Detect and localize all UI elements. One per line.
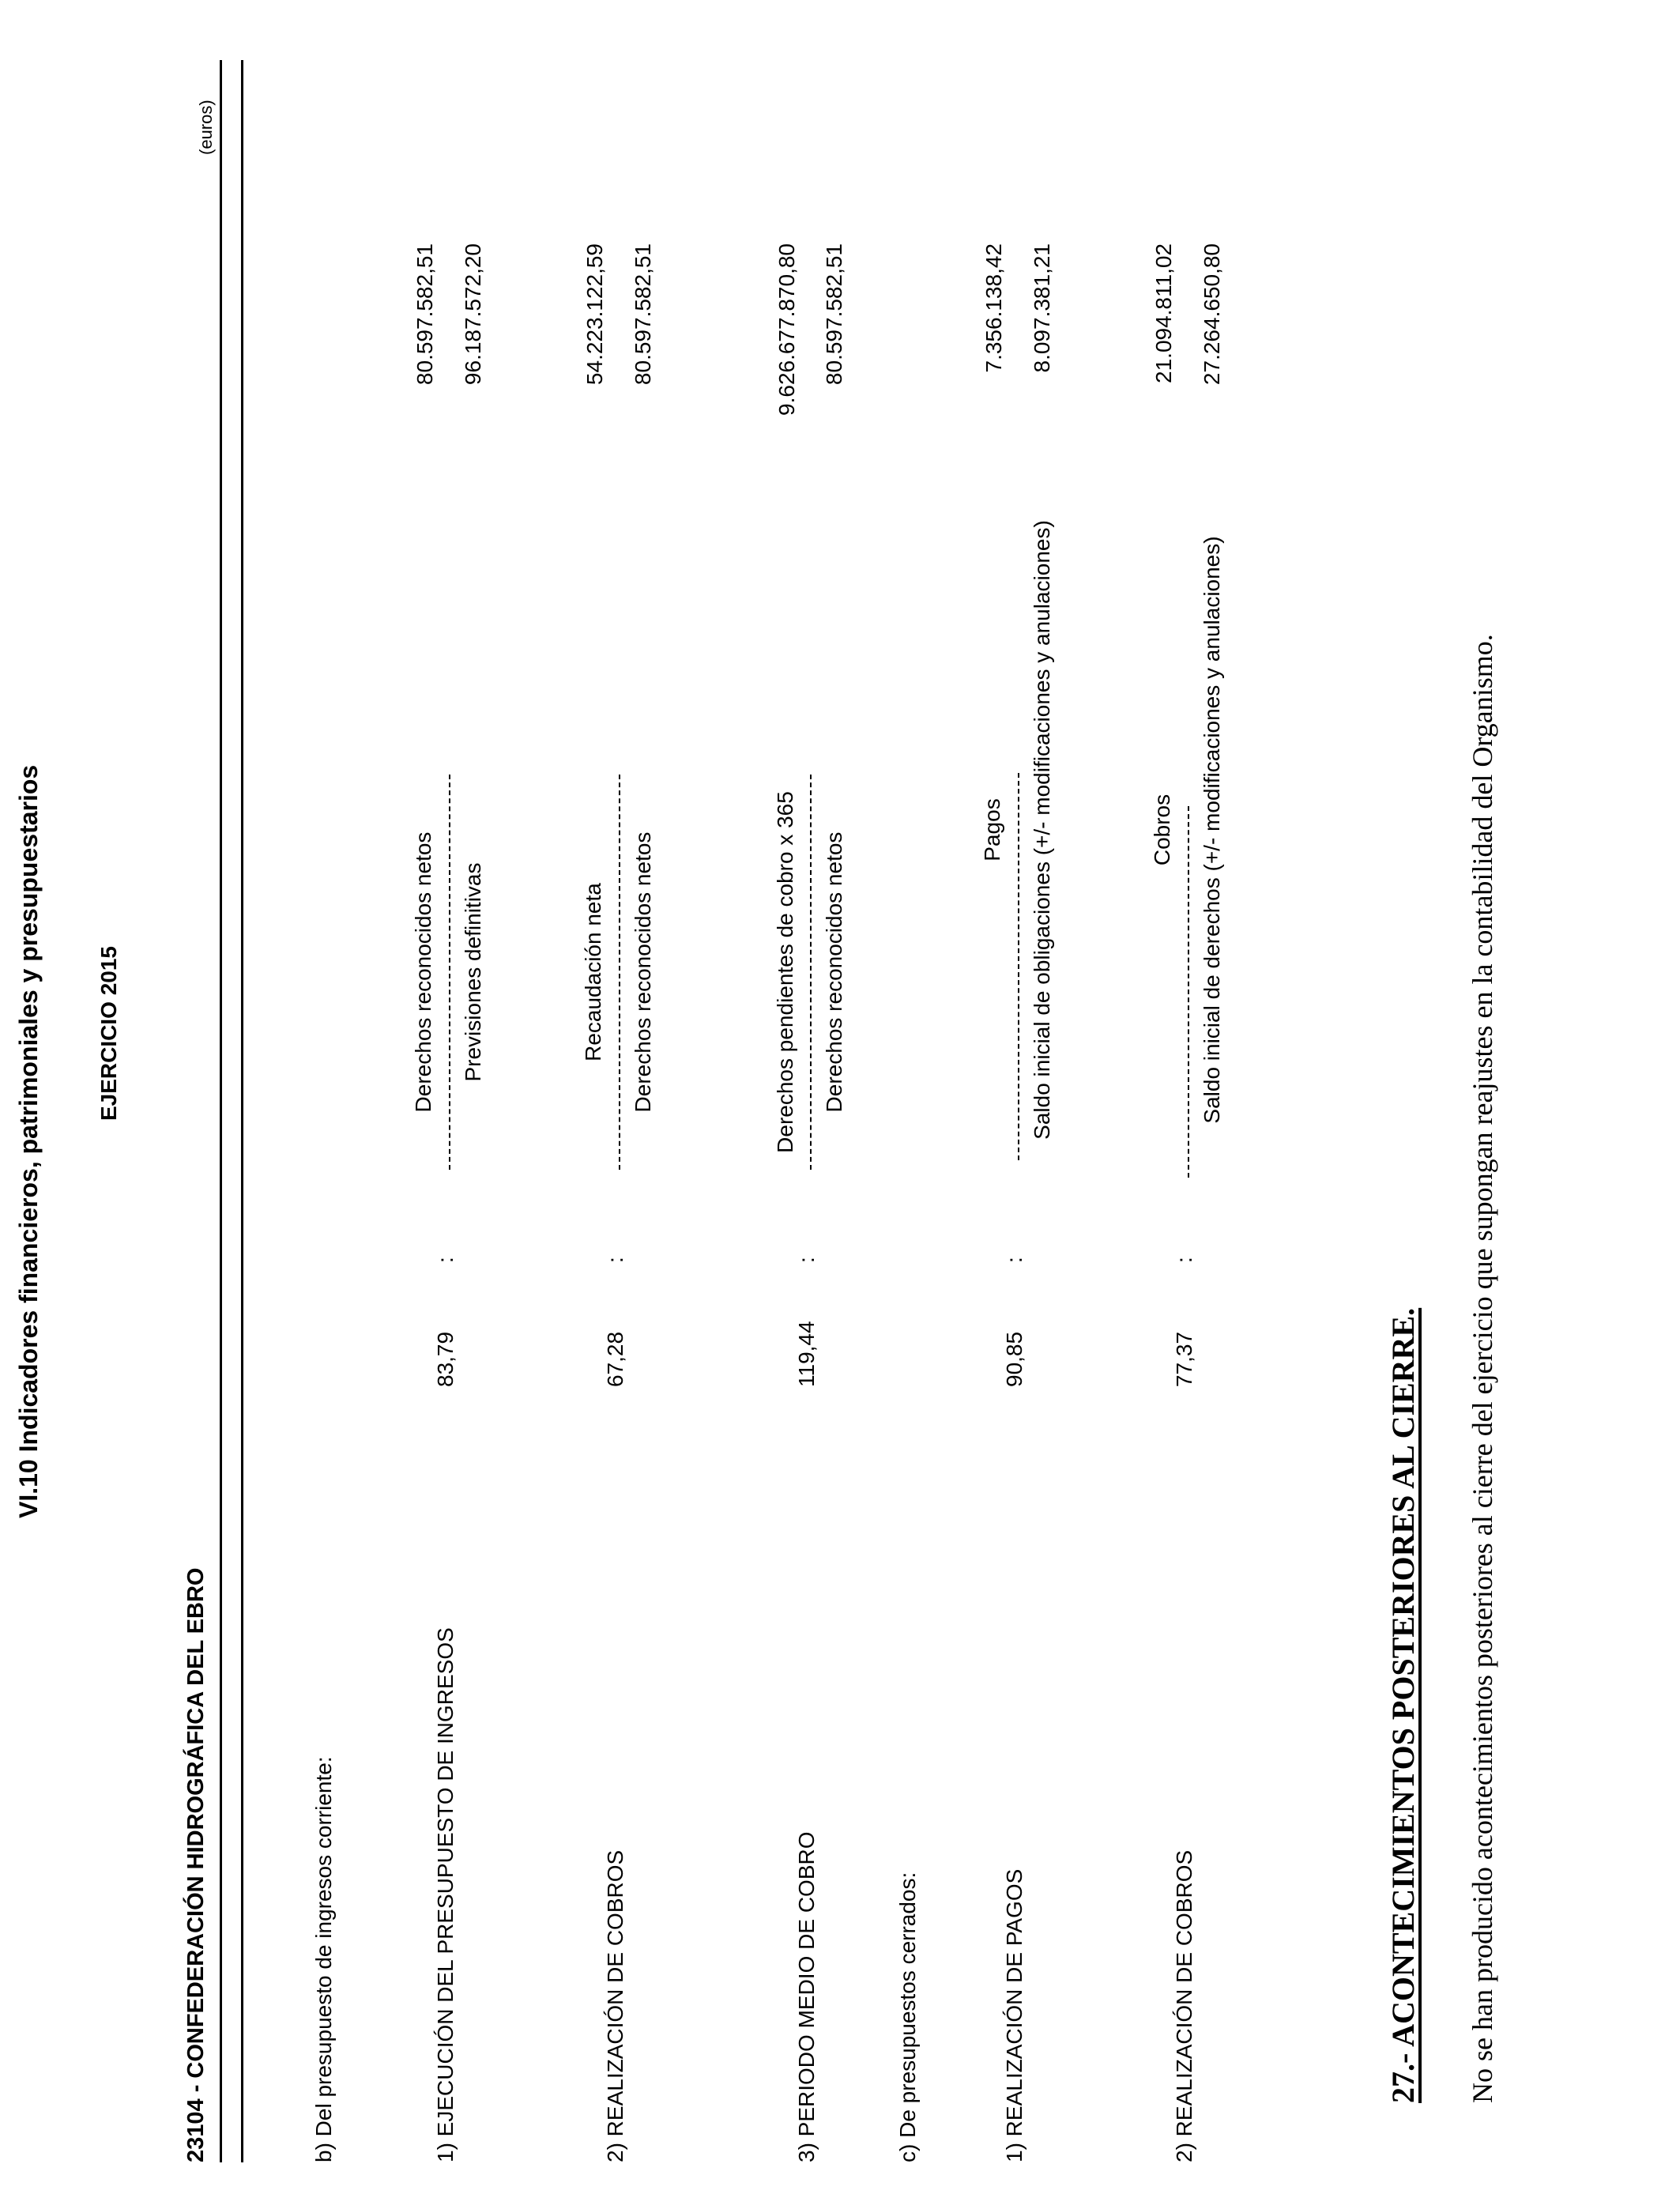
indicator-value: 83,79: [433, 1331, 458, 1387]
units-label: (euros): [196, 100, 216, 155]
indicator-value: 90,85: [1002, 1331, 1026, 1387]
fraction-denominator: Saldo inicial de derechos (+/- modificaciones y anulaciones): [1200, 536, 1224, 1124]
denominator-amount: 80.597.582,51: [631, 243, 655, 386]
numerator-amount: 80.597.582,51: [412, 243, 437, 386]
denominator-amount: 96.187.572,20: [461, 243, 485, 386]
fraction-line: [619, 775, 620, 1170]
indicator-label: 2) REALIZACIÓN DE COBROS: [1172, 1849, 1196, 2162]
top-rule: [220, 60, 222, 2162]
numerator-amount: 21.094.811,02: [1151, 243, 1176, 383]
numerator-amount: 54.223.122,59: [582, 243, 607, 386]
section-title: 27.- ACONTECIMIENTOS POSTERIORES AL CIERRE.: [1385, 1307, 1421, 2103]
fraction-numerator: Pagos: [980, 798, 1004, 861]
fraction-denominator: Previsiones definitivas: [461, 862, 485, 1082]
numerator-amount: 9.626.677.870,80: [774, 243, 799, 416]
fraction-denominator: Derechos reconocidos netos: [631, 831, 655, 1113]
fraction-line: [1188, 806, 1189, 1178]
exercise-year: EJERCICIO 2015: [96, 946, 121, 1121]
fraction-line: [1018, 773, 1019, 1160]
indicator-label: 3) PERIODO MEDIO DE COBRO: [794, 1831, 819, 2162]
indicator-label: 1) REALIZACIÓN DE PAGOS: [1002, 1868, 1026, 2162]
fraction-line: [449, 775, 450, 1170]
section-heading-cerrados: c) De presupuestos cerrados:: [895, 1872, 920, 2162]
colon: :: [1172, 1257, 1196, 1263]
denominator-amount: 8.097.381,21: [1030, 243, 1054, 373]
section-paragraph: No se han producido acontecimientos posteriores al cierre del ejercicio que supongan reajustes en la contabilidad del Organismo.: [1467, 634, 1498, 2103]
page-title: VI.10 Indicadores financieros, patrimoniales y presupuestarios: [14, 764, 43, 1518]
colon: :: [1002, 1257, 1026, 1263]
denominator-amount: 27.264.650,80: [1200, 243, 1224, 386]
denominator-amount: 80.597.582,51: [822, 243, 846, 386]
fraction-numerator: Cobros: [1150, 794, 1174, 866]
numerator-amount: 7.356.138,42: [981, 243, 1006, 373]
colon: :: [603, 1257, 627, 1263]
fraction-numerator: Derechos reconocidos netos: [411, 831, 435, 1113]
colon: :: [794, 1257, 819, 1263]
indicator-label: 2) REALIZACIÓN DE COBROS: [603, 1849, 627, 2162]
fraction-numerator: Recaudación neta: [581, 883, 605, 1061]
fraction-denominator: Saldo inicial de obligaciones (+/- modificaciones y anulaciones): [1030, 520, 1054, 1140]
fraction-denominator: Derechos reconocidos netos: [822, 831, 846, 1113]
section-heading-corriente: b) Del presupuesto de ingresos corriente:: [311, 1756, 336, 2162]
organism-name: 23104 - CONFEDERACIÓN HIDROGRÁFICA DEL EBRO: [183, 1567, 209, 2162]
indicator-value: 77,37: [1172, 1331, 1196, 1387]
fraction-numerator: Derechos pendientes de cobro x 365: [773, 791, 797, 1153]
colon: :: [433, 1257, 458, 1263]
indicator-label: 1) EJECUCIÓN DEL PRESUPUESTO DE INGRESOS: [433, 1627, 458, 2162]
indicator-value: 67,28: [603, 1331, 627, 1387]
fraction-line: [810, 775, 812, 1170]
header-rule: [241, 60, 243, 2162]
indicator-value: 119,44: [794, 1321, 819, 1387]
